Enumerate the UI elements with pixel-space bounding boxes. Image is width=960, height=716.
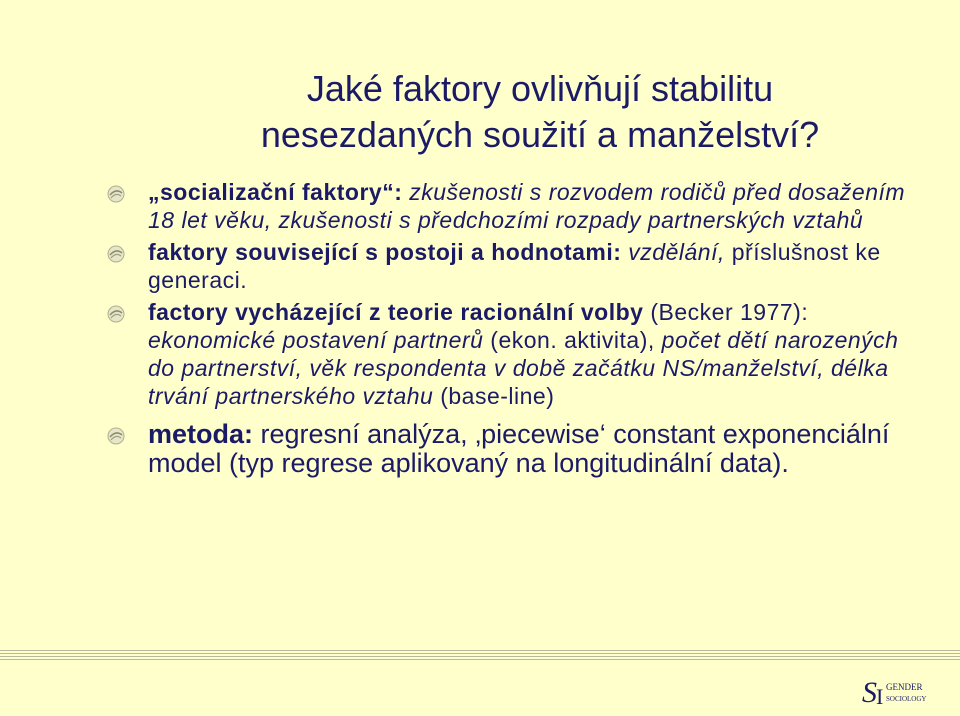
bullet-plain-2: (ekon. aktivita), <box>483 327 662 353</box>
bullet-body: vzdělání, <box>621 239 732 265</box>
bullet-italic-2: počet dětí narozených do partnerství, věk respondenta v době začátku NS/manželství, délka trvání partnerského vztahu <box>148 327 899 409</box>
bullet-citation: (Becker 1977): <box>643 299 809 325</box>
bullet-label: metoda: <box>148 419 254 449</box>
bullet-item-rational-choice <box>106 298 906 410</box>
svg-text:I: I <box>876 684 884 708</box>
bullet-item-method <box>106 420 906 478</box>
bullet-text <box>148 420 906 478</box>
gender-sociology-logo <box>860 674 930 708</box>
svg-text:GENDER: GENDER <box>886 682 923 692</box>
bullet-text <box>148 298 906 410</box>
bullet-label: „socializační faktory“: <box>148 179 403 205</box>
slide-title <box>150 66 930 158</box>
bullet-item-values <box>106 238 906 294</box>
swirl-bullet-icon <box>106 244 126 264</box>
bullet-text <box>148 238 906 294</box>
footer-band <box>0 650 960 662</box>
bullet-label: factory vycházející z teorie racionální volby <box>148 299 644 325</box>
bullet-body: regresní analýza, ‚piecewise‘ constant exponenciální model (typ regrese aplikovaný na longitudinální data). <box>148 419 890 478</box>
bullet-text <box>148 178 906 234</box>
bullet-italic-1: ekonomické postavení partnerů <box>148 327 484 353</box>
bullet-plain-3: (base-line) <box>433 383 555 409</box>
svg-text:SOCIOLOGY: SOCIOLOGY <box>886 695 927 703</box>
swirl-bullet-icon <box>106 304 126 324</box>
swirl-bullet-icon <box>106 426 126 446</box>
title-line-2: nesezdaných soužití a manželství? <box>260 114 820 155</box>
bullet-label: faktory související s postoji a hodnotami: <box>148 239 622 265</box>
bullet-body-plain: příslušnost ke generaci. <box>148 239 881 293</box>
bullet-body: zkušenosti s rozvodem rodičů před dosažením 18 let věku, zkušenosti s předchozími rozpady partnerských vztahů <box>148 179 906 233</box>
swirl-bullet-icon <box>106 184 126 204</box>
bullet-list <box>106 178 906 478</box>
title-line-1: Jaké faktory ovlivňují stabilitu <box>306 68 774 109</box>
svg-text:S: S <box>862 676 877 708</box>
bullet-item-socialization <box>106 178 906 234</box>
